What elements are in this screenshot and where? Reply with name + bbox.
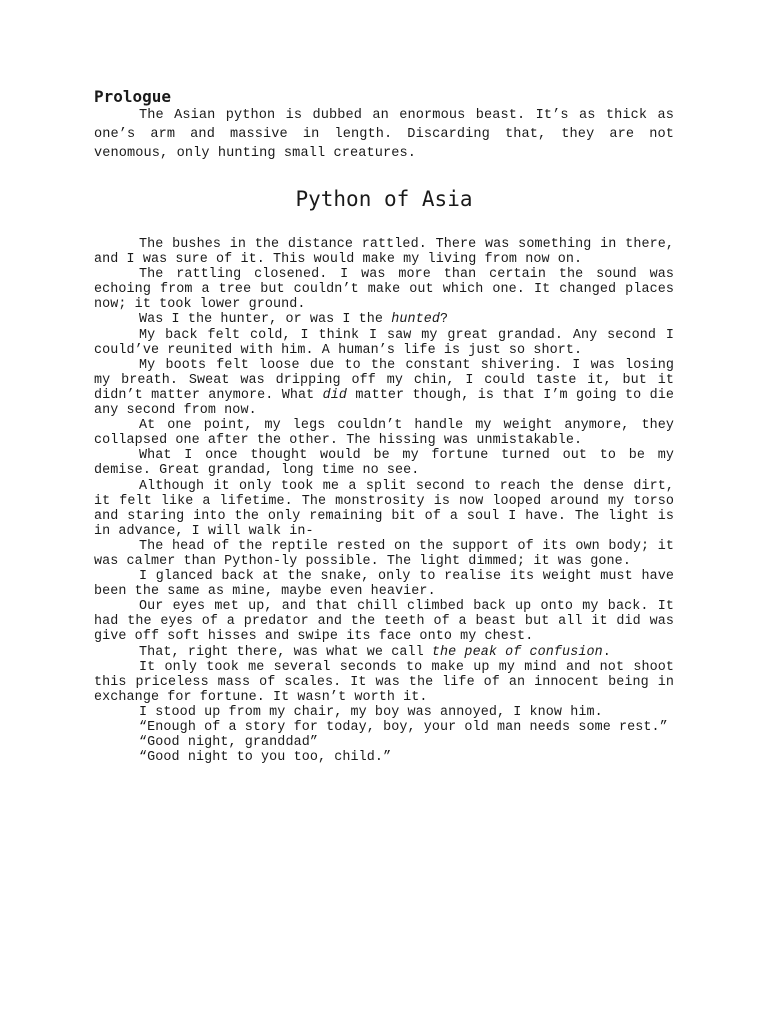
prologue-paragraph: The Asian python is dubbed an enormous beast. It’s as thick as one’s arm and massive in length. Discarding that, they are not venomous, only hunting small creatures. <box>94 108 674 161</box>
emphasis-text: did <box>322 387 347 403</box>
story-paragraph: “Good night, granddad” <box>139 735 318 751</box>
story-paragraph: Was I the hunter, or was I the hunted? <box>139 312 449 328</box>
story-paragraph: The bushes in the distance rattled. There was something in there, and I was sure of it. This would make my living from now on. <box>94 237 674 268</box>
story-paragraph: My boots felt loose due to the constant shivering. I was losing my breath. Sweat was dripping off my chin, I could taste it, but it didn’t matter anymore. What did matter though, is that I’m going to die any second from now. <box>94 357 674 419</box>
story-paragraph: What I once thought would be my fortune turned out to be my demise. Great grandad, long time no see. <box>94 448 674 479</box>
story-paragraph: Our eyes met up, and that chill climbed back up onto my back. It had the eyes of a predator and the teeth of a beast but all it did was give off soft hisses and swipe its face onto my chest. <box>94 599 674 645</box>
story-paragraph: The head of the reptile rested on the support of its own body; it was calmer than Python-ly possible. The light dimmed; it was gone. <box>94 538 674 569</box>
story-paragraph: That, right there, was what we call the peak of confusion. <box>139 644 611 660</box>
prologue-heading: Prologue <box>94 87 172 106</box>
story-title: Python of Asia <box>295 187 473 211</box>
prologue-body <box>94 106 674 163</box>
story-paragraph: I stood up from my chair, my boy was annoyed, I know him. <box>139 704 603 720</box>
story-paragraph: Although it only took me a split second to reach the dense dirt, it felt like a lifetime. The monstrosity is now looped around my torso and staring into the only remaining bit of a soul I have. The light is in advance, I will walk in- <box>94 478 674 539</box>
emphasis-text: the peak of confusion <box>431 644 603 660</box>
story-paragraph: At one point, my legs couldn’t handle my weight anymore, they collapsed one after the other. The hissing was unmistakable. <box>94 418 674 449</box>
document-page <box>94 88 674 765</box>
story-body <box>94 237 674 765</box>
story-paragraph: It only took me several seconds to make up my mind and not shoot this priceless mass of scales. It was the life of an innocent being in exchange for fortune. It wasn’t worth it. <box>94 659 674 705</box>
story-paragraph: I glanced back at the snake, only to realise its weight must have been the same as mine, maybe even heavier. <box>94 569 674 600</box>
story-paragraph: The rattling closened. I was more than certain the sound was echoing from a tree but couldn’t make out which one. It changed places now; it took lower ground. <box>94 267 674 313</box>
story-paragraph: My back felt cold, I think I saw my great grandad. Any second I could’ve reunited with him. A human’s life is just so short. <box>94 327 674 358</box>
story-paragraph: “Enough of a story for today, boy, your old man needs some rest.” <box>139 720 668 735</box>
emphasis-text: hunted <box>391 312 441 328</box>
story-paragraph: “Good night to you too, child.” <box>139 750 392 766</box>
